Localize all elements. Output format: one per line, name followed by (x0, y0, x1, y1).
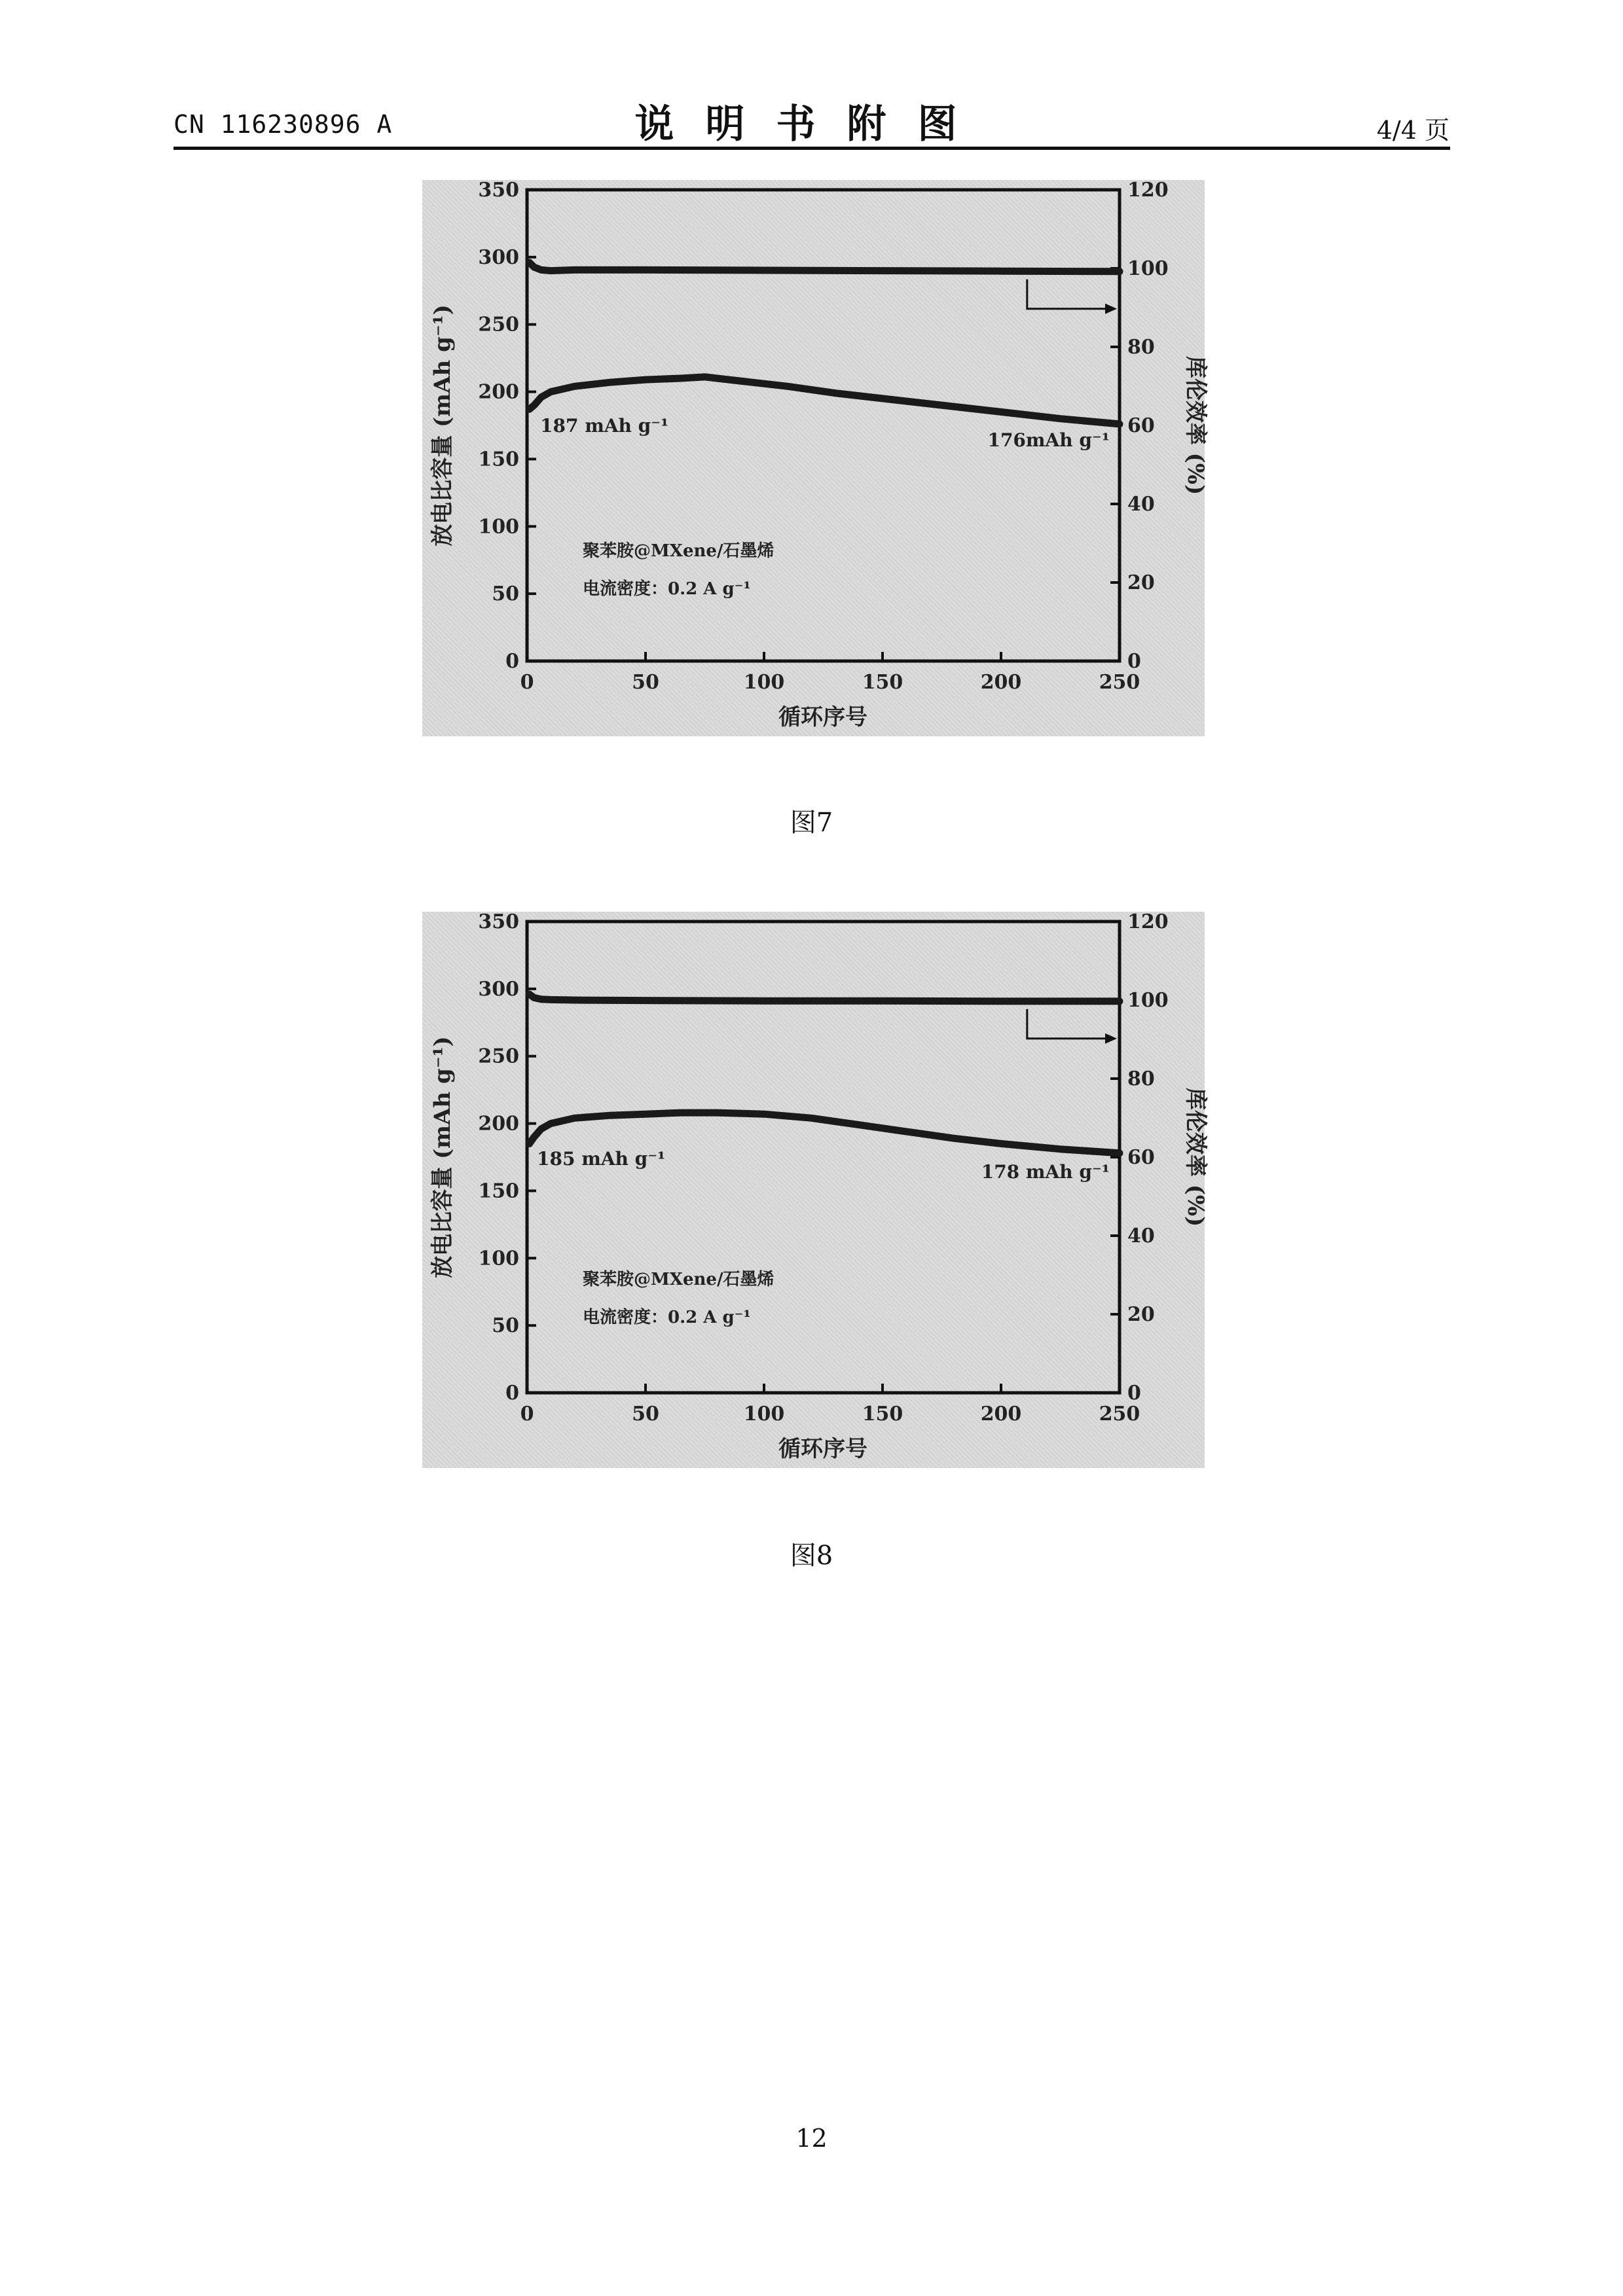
y-right-tick-label: 80 (1127, 1067, 1155, 1090)
annotation-end: 178 mAh g⁻¹ (981, 1161, 1110, 1183)
page-number: 12 (795, 2124, 828, 2153)
x-tick-label: 200 (980, 671, 1022, 694)
y-left-tick-label: 250 (478, 1045, 519, 1068)
x-axis-label: 循环序号 (778, 1436, 867, 1462)
y-right-tick-label: 40 (1127, 1225, 1155, 1247)
legend-current: 电流密度：0.2 A g⁻¹ (583, 579, 751, 599)
header-rule (173, 147, 1450, 150)
figure-7-chart (422, 179, 1209, 736)
y-left-tick-label: 100 (478, 515, 519, 539)
legend-current: 电流密度：0.2 A g⁻¹ (583, 1308, 751, 1327)
coulombic-efficiency-line (530, 262, 1120, 272)
y-left-tick-label: 100 (478, 1247, 519, 1270)
y-left-tick-label: 150 (478, 1179, 519, 1203)
x-tick-label: 250 (1099, 1403, 1140, 1426)
axis-indicator-arrow-line (1027, 1009, 1108, 1039)
y-right-tick-label: 0 (1127, 650, 1141, 673)
x-tick-label: 50 (632, 671, 659, 694)
axis-indicator-arrowhead (1105, 304, 1117, 314)
y-right-tick-label: 60 (1127, 414, 1155, 437)
y-left-tick-label: 0 (505, 650, 519, 673)
coulombic-efficiency-line (530, 994, 1120, 1001)
axis-indicator-arrowhead (1105, 1033, 1117, 1044)
annotation-end: 176mAh g⁻¹ (987, 429, 1110, 451)
x-tick-label: 0 (520, 1403, 534, 1426)
header-section-title: 说明书附图 (634, 101, 989, 147)
y-right-tick-label: 100 (1127, 989, 1169, 1012)
y-left-tick-label: 300 (478, 245, 519, 269)
y-left-tick-label: 250 (478, 313, 519, 336)
axis-indicator-arrow-line (1027, 279, 1108, 309)
y-left-tick-label: 350 (478, 179, 519, 202)
right-axis-label: 库伦效率 (%) (1182, 1087, 1209, 1227)
figure-8-caption: 图8 (790, 1541, 833, 1571)
y-left-tick-label: 150 (478, 448, 519, 471)
y-left-tick-label: 350 (478, 910, 519, 933)
y-right-tick-label: 0 (1127, 1382, 1141, 1405)
annotation-start: 187 mAh g⁻¹ (540, 415, 669, 437)
y-left-tick-label: 200 (478, 1112, 519, 1136)
legend-material: 聚苯胺@MXene/石墨烯 (583, 1270, 775, 1289)
y-left-tick-label: 50 (492, 583, 519, 606)
y-right-tick-label: 100 (1127, 257, 1169, 280)
figure-7-caption: 图7 (790, 808, 833, 838)
figure-8-chart (422, 910, 1209, 1468)
y-left-tick-label: 50 (492, 1314, 519, 1338)
x-tick-label: 250 (1099, 671, 1140, 694)
y-left-tick-label: 300 (478, 977, 519, 1001)
y-left-tick-label: 0 (505, 1382, 519, 1405)
left-axis-label: 放电比容量 (mAh g⁻¹) (429, 304, 456, 547)
figure-7-svg (422, 179, 1209, 736)
x-tick-label: 50 (632, 1403, 659, 1426)
x-tick-label: 100 (743, 671, 785, 694)
y-right-tick-label: 80 (1127, 336, 1155, 359)
y-right-tick-label: 40 (1127, 493, 1155, 516)
x-tick-label: 100 (743, 1403, 785, 1426)
x-tick-label: 200 (980, 1403, 1022, 1426)
x-tick-label: 150 (862, 1403, 903, 1426)
legend-material: 聚苯胺@MXene/石墨烯 (583, 541, 775, 561)
y-right-tick-label: 20 (1127, 1303, 1155, 1326)
left-axis-label: 放电比容量 (mAh g⁻¹) (429, 1036, 456, 1278)
y-right-tick-label: 20 (1127, 571, 1155, 594)
x-axis-label: 循环序号 (778, 704, 867, 730)
figure-8-svg (422, 910, 1209, 1468)
y-right-tick-label: 60 (1127, 1146, 1155, 1169)
discharge-capacity-line (530, 1113, 1120, 1153)
y-right-tick-label: 120 (1127, 179, 1169, 202)
x-tick-label: 0 (520, 671, 534, 694)
y-right-tick-label: 120 (1127, 910, 1169, 933)
y-left-tick-label: 200 (478, 380, 519, 404)
right-axis-label: 库伦效率 (%) (1182, 355, 1209, 495)
header-page-indicator: 4/4 页 (1376, 116, 1450, 145)
x-tick-label: 150 (862, 671, 903, 694)
annotation-start: 185 mAh g⁻¹ (537, 1148, 666, 1170)
header-patent-number: CN 116230896 A (173, 110, 393, 139)
